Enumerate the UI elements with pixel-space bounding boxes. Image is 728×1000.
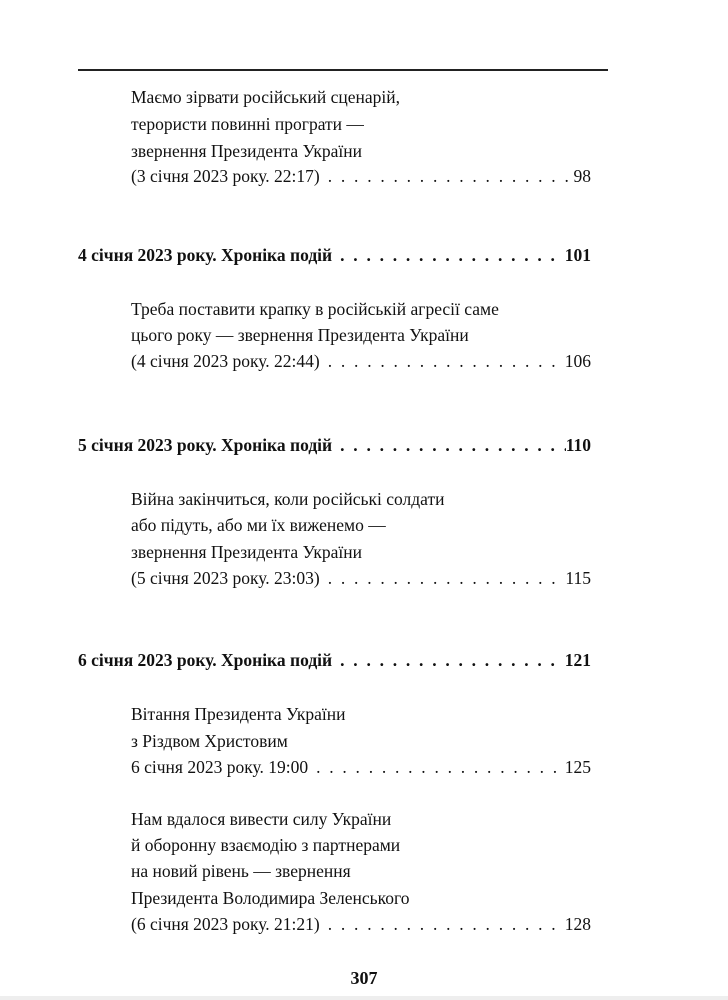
toc-entry-last-line: (4 січня 2023 року. 22:44) . . . 106 xyxy=(131,348,591,374)
toc-entry-last-line: (6 січня 2023 року. 21:21) . . . 128 xyxy=(131,911,591,937)
dot-leader xyxy=(340,432,566,458)
toc-entry-line: Війна закінчиться, коли російські солдати xyxy=(131,489,445,509)
bottom-band xyxy=(0,996,728,1000)
toc-entry-line: Треба поставити крапку в російській агресії саме xyxy=(131,299,499,319)
toc-entry-line: Нам вдалося вивести силу України xyxy=(131,809,392,829)
toc-entry-line: Маємо зірвати російський сценарій, xyxy=(131,87,400,107)
toc-entry-line: цього року — звернення Президента України xyxy=(131,325,469,345)
toc-page-number: 121 xyxy=(564,650,591,670)
toc-entry-line: Президента Володимира Зеленського xyxy=(131,888,410,908)
toc-entry-line: Вітання Президента України xyxy=(131,704,346,724)
toc-entry-line: звернення Президента України xyxy=(131,542,363,562)
toc-entry-line: з Різдвом Христовим xyxy=(131,731,288,751)
toc-day-heading: 5 січня 2023 року. Хроніка подій . . . 110 xyxy=(78,432,591,458)
dot-leader xyxy=(340,242,559,268)
toc-entry-line: звернення Президента України xyxy=(131,141,363,161)
toc-entry-line: терористи повинні програти — xyxy=(131,114,364,134)
toc-entry-line: на новий рівень — звернення xyxy=(131,861,351,881)
toc-day-heading: 4 січня 2023 року. Хроніка подій . . . 101 xyxy=(78,242,591,268)
dot-leader xyxy=(328,348,559,374)
toc-entry-line: й оборонну взаємодію з партнерами xyxy=(131,835,401,855)
toc-entry-last-line: (3 січня 2023 року. 22:17) . . . 98 xyxy=(131,163,591,189)
toc-page-number: 128 xyxy=(564,914,591,934)
toc-page-number: 125 xyxy=(564,757,591,777)
dot-leader xyxy=(328,163,568,189)
toc-page-number: 110 xyxy=(565,435,591,455)
dot-leader xyxy=(316,754,559,780)
toc-entry-last-line: 6 січня 2023 року. 19:00 . . . 125 xyxy=(131,754,591,780)
dot-leader xyxy=(328,911,559,937)
toc-entry-last-line: (5 січня 2023 року. 23:03) . . . 115 xyxy=(131,565,591,591)
toc-page-number: 106 xyxy=(564,351,591,371)
page-number: 307 xyxy=(350,968,378,988)
dot-leader xyxy=(340,647,559,673)
toc-page-number: 98 xyxy=(573,166,591,186)
toc-entry-line: або підуть, або ми їх виженемо — xyxy=(131,515,386,535)
dot-leader xyxy=(328,565,560,591)
toc-day-heading: 6 січня 2023 року. Хроніка подій . . . 121 xyxy=(78,647,591,673)
toc-page-number: 101 xyxy=(564,245,591,265)
toc-page-number: 115 xyxy=(565,568,591,588)
